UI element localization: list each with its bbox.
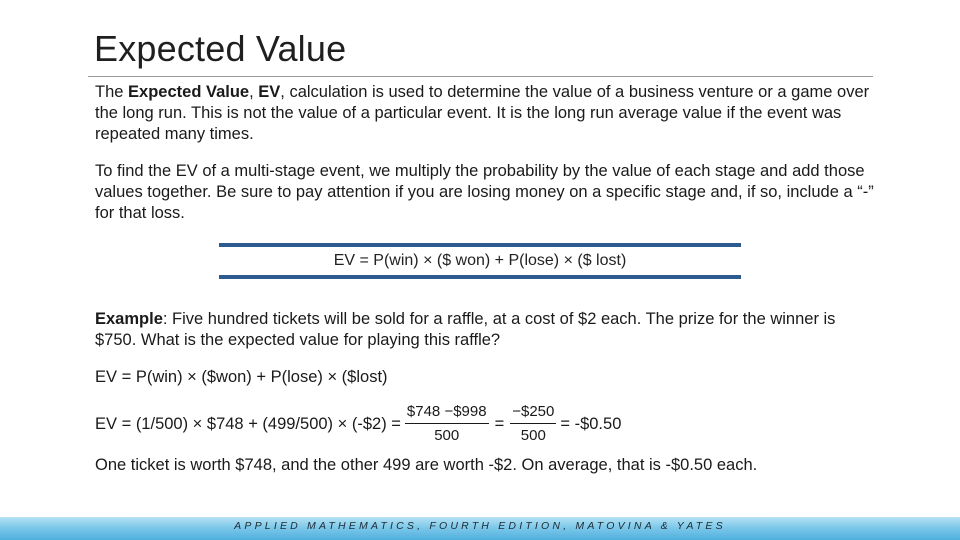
ev-calc-equals: =	[494, 414, 505, 433]
intro-text-3: , calculation is used to determine the value of a business venture or a game over the long run. This is not the value of a particular event. It is the long run average value if the event was repeated many times.	[95, 83, 870, 143]
fraction-1-numerator: $748 −$998	[405, 403, 489, 424]
fraction-2	[510, 403, 556, 445]
ev-general-formula: EV = P(win) × ($won) + P(lose) × ($lost)	[95, 368, 388, 386]
formula-box	[219, 243, 741, 279]
fraction-2-numerator: −$250	[510, 403, 556, 424]
formula-bottom-rule	[219, 275, 741, 279]
intro-paragraph	[95, 82, 875, 145]
intro-text-2: ,	[249, 83, 259, 101]
method-paragraph: To find the EV of a multi-stage event, we multiply the probability by the value of each stage and add those values together. Be sure to pay attention if you are losing money on a specific stage and, if so, include a “-” for that loss.	[95, 162, 874, 222]
slide-title: Expected Value	[94, 28, 347, 69]
ev-calc-lhs: EV = (1/500) × $748 + (499/500) × (-$2) =	[95, 414, 401, 433]
intro-bold-expected-value: Expected Value	[128, 83, 250, 101]
fraction-1-denominator: 500	[434, 427, 460, 444]
ev-calculation	[95, 400, 621, 448]
fraction-1	[405, 403, 489, 445]
intro-text-1: The	[95, 83, 129, 101]
fraction-2-denominator: 500	[520, 427, 546, 444]
example-label: Example	[95, 310, 163, 328]
title-divider	[88, 76, 873, 77]
formula-text: EV = P(win) × ($ won) + P(lose) × ($ lost)	[333, 252, 627, 269]
footer-citation: APPLIED MATHEMATICS, FOURTH EDITION, MATOVINA & YATES	[234, 520, 726, 532]
example-text: : Five hundred tickets will be sold for a raffle, at a cost of $2 each. The prize for the winner is $750. What is the expected value for playing this raffle?	[95, 310, 836, 349]
conclusion-text: One ticket is worth $748, and the other 499 are worth -$2. On average, that is -$0.50 each.	[95, 456, 758, 474]
ev-calc-result: = -$0.50	[560, 414, 622, 433]
example-paragraph	[95, 309, 875, 351]
intro-bold-ev: EV	[258, 83, 281, 101]
formula-top-rule	[219, 243, 741, 247]
